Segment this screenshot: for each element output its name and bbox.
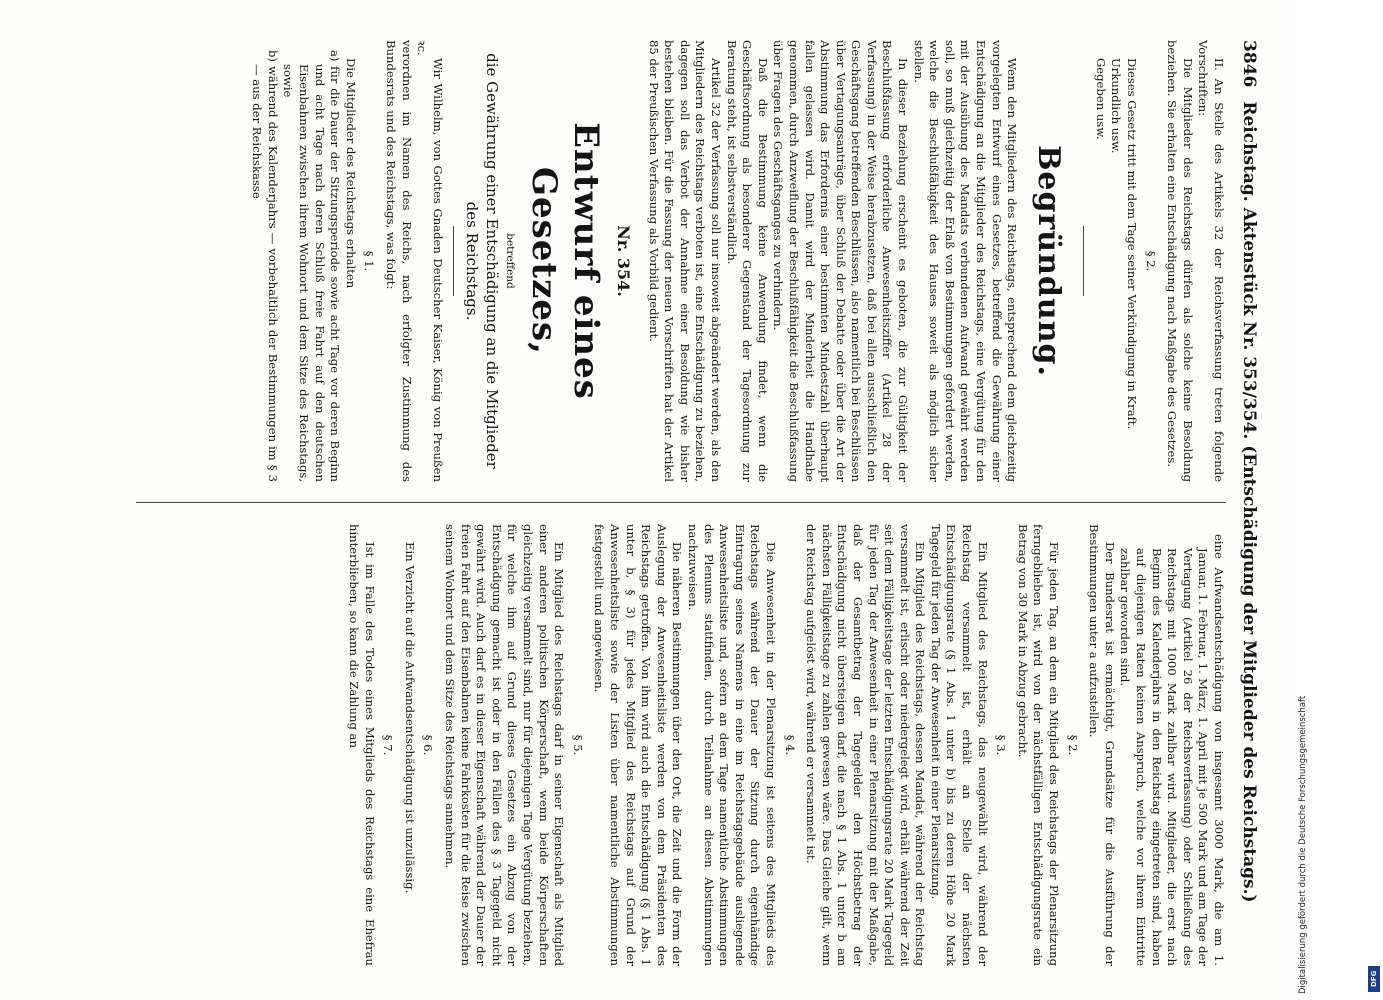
paragraph: Der Bundesrat ist ermächtigt, Grundsätze für die Ausführung der Bestimmungen unter a aufzustellen. xyxy=(1087,524,1117,966)
section-heading: § 4. xyxy=(782,734,797,756)
paragraph: Artikel 32 der Verfassung soll nur insoweit abgeändert werden, als den Mitgliedern des Reichstags verboten ist, eine Entschädigung zu beziehen, dagegen soll das Verbot der Annahme einer Besoldung wie bisher bestehen bleiben. Für die Fassung der neuen Vorschriften hat der Artikel 85 der Preußischen Verfassung als Vorbild gedient. xyxy=(646,40,723,482)
paragraph: Die näheren Bestimmungen über den Ort, die Zeit und die Form der Auslegung der Anwesenheitsliste werden von dem Präsidenten des Reichstags getroffen. Von ihm wird auch die Entschädigung (§ 1 Abs. 1 unter b, § 3) für jedes Mitglied des Reichstags auf Grund der Anwesenheitsliste sowie der Listen über namentliche Abstimmungen festgestellt und angewiesen. xyxy=(592,524,685,966)
page-number: 3846 xyxy=(1239,40,1259,88)
paragraph: Ein Verzicht auf die Aufwandsentschädigung ist unzulässig. xyxy=(402,542,417,894)
divider xyxy=(1083,226,1084,296)
betreffend-label: betreffend xyxy=(504,233,517,289)
list-item: a) für die Dauer der Sitzungsperiode sowie acht Tage vor deren Beginn und acht Tage nach deren Schluß freie Fahrt auf den deutschen Eisenbahnen zwischen ihrem Wohnort und dem Sitze des Reichstags, sowie xyxy=(281,50,343,482)
column-left xyxy=(106,40,1226,482)
list-item: b) während des Kalenderjahrs — vorbehaltlich der Bestimmungen im § 3 — aus der Reichskasse xyxy=(250,50,280,482)
paragraph: Für jeden Tag, an dem ein Mitglied des Reichstags der Plenarsitzung ferngeblieben ist, wird von der nächstfälligen Entschädigungsrate ein Betrag von 30 Mark in Abzug gebracht. xyxy=(1015,524,1062,966)
column-right xyxy=(106,524,1226,966)
section-heading: § 3. xyxy=(994,734,1009,756)
dfg-logo: DFG xyxy=(1368,966,1380,992)
document-number: Nr. 354. xyxy=(614,225,633,297)
paragraph: Die Mitglieder des Reichstags dürfen als solche keine Besoldung beziehen. Sie erhalten eine Entschädigung nach Maßgabe des Gesetzes. xyxy=(1165,40,1195,482)
paragraph: Ein Mitglied des Reichstags, dessen Mandat, während der Reichstag versammelt ist, erlischt oder niedergelegt wird, erhält während der Zeit seit dem Fälligkeitstage der letzten Entschädigungsrate 20 Mark Tagegeld für jeden Tag der Anwesenheit in einer Plenarsitzung mit der Maßgabe, daß der Gesamtbetrag der Tagegelder den Höchstbetrag der Entschädigung nicht übersteigen darf, die nach § 1 Abs. 1 unter b am nächsten Fälligkeitstage zu zahlen gewesen wäre. Das Gleiche gilt, wenn der Reichstag aufgelöst wird, während er versammelt ist. xyxy=(804,524,928,966)
section-heading: § 1. xyxy=(362,250,377,272)
paragraph: Ein Mitglied des Reichstags darf in seiner Eigenschaft als Mitglied einer anderen politischen Körperschaft, wenn beide Körperschaften gleichzeitig versammelt sind, nur für diejenigen Tage Vergütung beziehen, für welche ihm auf Grund dieses Gesetzes ein Abzug von der Entschädigung gemacht ist oder in den Fällen des § 3 Tagegeld nicht gewährt wird. Auch darf es in dieser Eigenschaft während der Dauer der freien Fahrt auf den Eisenbahnen keine Fahrkosten für die Reise zwischen seinem Wohnort und dem Sitze des Reichstags annehmen. xyxy=(443,524,567,966)
paragraph: Ist im Falle des Todes eines Mitglieds des Reichstags eine Ehefrau hinterblieben, so kann die Zahlung an xyxy=(347,524,377,966)
page-header xyxy=(1232,40,1266,980)
paragraph: Die Mitglieder des Reichstags erhalten xyxy=(343,58,358,289)
section-heading: § 6. xyxy=(421,734,436,756)
digitization-credit: Digitalisierung gefördert durch die Deutsche Forschungsgemeinschaft xyxy=(1298,695,1308,994)
law-subtitle: die Gewährung einer Entschädigung an die Mitglieder des Reichstags. xyxy=(462,53,501,469)
divider xyxy=(453,226,454,296)
section-heading: § 2. xyxy=(1143,250,1158,272)
paragraph: II. An Stelle des Artikels 32 der Reichsverfassung treten folgende Vorschriften: xyxy=(1196,40,1226,482)
heading-entwurf: Entwurf eines Gesetzes, xyxy=(524,122,607,400)
paragraph: eine Aufwandsentschädigung von insgesamt 3000 Mark, die am 1. Januar, 1. Februar, 1. März, 1. April mit je 500 Mark und am Tage der Vertagung (Artikel 26 der Reichsverfassung) oder Schließung des Reichstags mit 1000 Mark zahlbar wird. Mitglieder, die erst nach Beginn des Kalenderjahrs in den Reichstag eingetreten sind, haben auf diejenigen Raten keinen Anspruch, welche vor ihrem Eintritte zahlbar geworden sind. xyxy=(1118,534,1226,966)
column-divider xyxy=(136,502,1226,503)
page-content xyxy=(98,40,1278,980)
paragraph: In dieser Beziehung erscheint es geboten, die zur Gültigkeit der Beschlußfassung erforderliche Anwesenheitsziffer (Artikel 28 der Verfassung) in der Weise herabzusetzen, daß bei allen ausschließlich den Geschäftsgang betreffenden Beschlüssen, also namentlich bei Beschlüssen über Vertagungsanträge, über Schluß der Debatte oder über die Art der Abstimmung das Erfordernis einer bestimmten Mindestzahl überhaupt fallen gelassen wird. Damit wird der Minderheit die Handhabe genommen, durch Anzweiflung der Beschlußfähigkeit die Beschlußfassung über Fragen des Geschäftsganges zu verhindern. xyxy=(771,40,911,482)
paragraph: Wenn den Mitgliedern des Reichstags, entsprechend dem gleichzeitig vorgelegten Entwurf eines Gesetzes, betreffend die Gewährung einer Entschädigung an die Mitglieder des Reichstags, eine Vergütung für den mit der Ausübung des Mandats verbundenen Aufwand gewährt werden soll, so muß gleichzeitig der Erlaß von Bestimmungen gefordert werden, welche die Beschlußfähigkeit des Hauses soweit als möglich sicher stellen. xyxy=(911,40,1020,482)
paragraph: Urkundlich usw. xyxy=(1109,58,1124,154)
section-heading: § 7. xyxy=(381,734,396,756)
enacting-formula: Wir Wilhelm, von Gottes Gnaden Deutscher Kaiser, König von Preußen ꝛc. xyxy=(415,40,445,482)
paragraph: verordnen im Namen des Reichs, nach erfolgter Zustimmung des Bundesrats und des Reichstags, was folgt: xyxy=(384,40,414,482)
paragraph: Die Anwesenheit in der Plenarsitzung ist seitens des Mitglieds des Reichstags während der Dauer der Sitzung durch eigenhändige Eintragung seines Namens in eine im Reichstagsgebäude ausliegende Anwesenheitsliste und, sofern an dem Tage namentliche Abstimmungen des Plenums stattfinden, durch Teilnahme an diesen Abstimmungen nachzuweisen. xyxy=(686,524,778,966)
section-heading: § 5. xyxy=(570,734,585,756)
paragraph: Ein Mitglied des Reichstags, das neugewählt wird, während der Reichstag versammelt ist, erhält an Stelle der nächsten Entschädigungsrate (§ 1 Abs. 1 unter b) bis zu deren Höhe 20 Mark Tagegeld für jeden Tag der Anwesenheit in einer Plenarsitzung. xyxy=(928,524,990,966)
section-heading: § 2. xyxy=(1065,734,1080,756)
paragraph: Gegeben usw. xyxy=(1093,58,1108,140)
paragraph: Dieses Gesetz tritt mit dem Tage seiner Verkündigung in Kraft. xyxy=(1125,58,1140,430)
running-title: Reichstag. Aktenstück Nr. 353/354. (Entschädigung der Mitglieder des Reichstags.) xyxy=(1239,101,1259,903)
paragraph: Daß die Bestimmung keine Anwendung findet, wenn die Geschäftsordnung als besonderer Gegenstand der Tagesordnung zur Beratung steht, ist selbstverständlich. xyxy=(724,40,770,482)
heading-begruendung: Begründung. xyxy=(1031,145,1067,377)
